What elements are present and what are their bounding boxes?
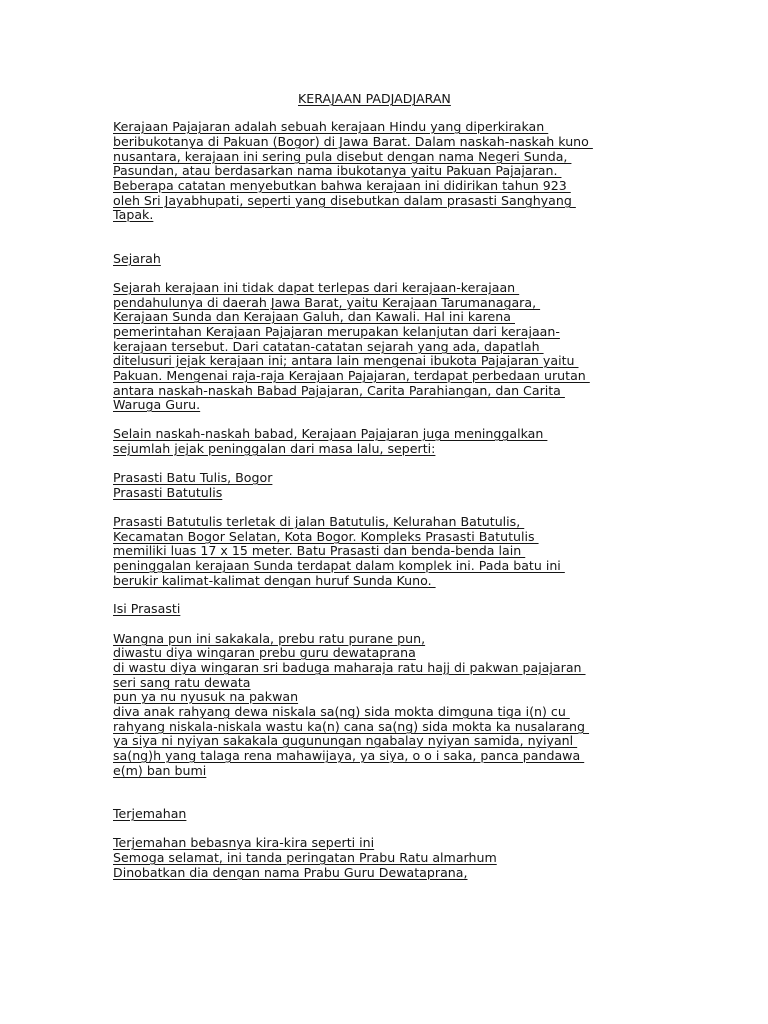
section-heading-isi-prasasti: Isi Prasasti xyxy=(113,601,181,616)
document-title: KERAJAAN PADJADJARAN xyxy=(298,91,451,106)
terjemahan-line: Semoga selamat, ini tanda peringatan Prabu Ratu almarhum xyxy=(113,850,497,865)
isi-line: sa(ng)h yang talaga rena mahawijaya, ya siya, o o i saka, panca pandawa xyxy=(113,748,585,763)
intro-line: nusantara, kerajaan ini sering pula disebut dengan nama Negeri Sunda, xyxy=(113,149,572,164)
isi-line: e(m) ban bumi xyxy=(113,763,207,778)
sejarah-line: kerajaan tersebut. Dari catatan-catatan sejarah yang ada, dapatlah xyxy=(113,339,544,354)
sejarah-line: ditelusuri jejak kerajaan ini; antara lain mengenai ibukota Pajajaran yaitu xyxy=(113,353,579,368)
batutulis-line: Prasasti Batutulis terletak di jalan Batutulis, Kelurahan Batutulis, xyxy=(113,514,525,529)
section-heading-terjemahan: Terjemahan xyxy=(113,806,187,821)
intro-line: beribukotanya di Pakuan (Bogor) di Jawa Barat. Dalam naskah-naskah kuno xyxy=(113,134,593,149)
sejarah-line: antara naskah-naskah Babad Pajajaran, Carita Parahiangan, dan Carita xyxy=(113,383,565,398)
isi-line: Wangna pun ini sakakala, prebu ratu purane pun, xyxy=(113,631,426,646)
prasasti-list-item: Prasasti Batutulis xyxy=(113,485,223,500)
section-heading-sejarah: Sejarah xyxy=(113,251,161,266)
intro-line: oleh Sri Jayabhupati, seperti yang disebutkan dalam prasasti Sanghyang xyxy=(113,193,576,208)
prasasti-list-item: Prasasti Batu Tulis, Bogor xyxy=(113,470,273,485)
selain-line: Selain naskah-naskah babad, Kerajaan Pajajaran juga meninggalkan xyxy=(113,426,548,441)
terjemahan-line: Terjemahan bebasnya kira-kira seperti ini xyxy=(113,835,375,850)
isi-line: seri sang ratu dewata xyxy=(113,675,251,690)
batutulis-line: Kecamatan Bogor Selatan, Kota Bogor. Kompleks Prasasti Batutulis xyxy=(113,529,539,544)
intro-line: Pasundan, atau berdasarkan nama ibukotanya yaitu Pakuan Pajajaran. xyxy=(113,163,562,178)
isi-line: rahyang niskala-niskala wastu ka(n) cana sa(ng) sida mokta ka nusalarang xyxy=(113,719,590,734)
batutulis-line: memiliki luas 17 x 15 meter. Batu Prasasti dan benda-benda lain xyxy=(113,543,526,558)
sejarah-line: Kerajaan Sunda dan Kerajaan Galuh, dan Kawali. Hal ini karena xyxy=(113,309,515,324)
sejarah-line: pemerintahan Kerajaan Pajajaran merupakan kelanjutan dari kerajaan- xyxy=(113,324,560,339)
isi-line: ya siya ni nyiyan sakakala gugunungan ngabalay nyiyan samida, nyiyanl xyxy=(113,733,578,748)
batutulis-line: peninggalan kerajaan Sunda terdapat dalam komplek ini. Pada batu ini xyxy=(113,558,565,573)
sejarah-line: Sejarah kerajaan ini tidak dapat terlepas dari kerajaan-kerajaan xyxy=(113,280,520,295)
intro-line: Beberapa catatan menyebutkan bahwa kerajaan ini didirikan tahun 923 xyxy=(113,178,571,193)
isi-line: diva anak rahyang dewa niskala sa(ng) sida mokta dimguna tiga i(n) cu xyxy=(113,704,570,719)
batutulis-line: berukir kalimat-kalimat dengan huruf Sunda Kuno. xyxy=(113,573,436,588)
isi-line: di wastu diya wingaran sri baduga maharaja ratu hajj di pakwan pajajaran xyxy=(113,660,586,675)
sejarah-line: Pakuan. Mengenai raja-raja Kerajaan Pajajaran, terdapat perbedaan urutan xyxy=(113,368,590,383)
terjemahan-line: Dinobatkan dia dengan nama Prabu Guru Dewataprana, xyxy=(113,865,468,880)
isi-line: diwastu diya wingaran prebu guru dewataprana xyxy=(113,645,416,660)
isi-line: pun ya nu nyusuk na pakwan xyxy=(113,689,299,704)
sejarah-line: pendahulunya di daerah Jawa Barat, yaitu Kerajaan Tarumanagara, xyxy=(113,295,541,310)
intro-line: Kerajaan Pajajaran adalah sebuah kerajaan Hindu yang diperkirakan xyxy=(113,119,549,134)
intro-line: Tapak. xyxy=(113,207,154,222)
selain-line: sejumlah jejak peninggalan dari masa lalu, seperti: xyxy=(113,441,436,456)
sejarah-line: Waruga Guru. xyxy=(113,397,201,412)
